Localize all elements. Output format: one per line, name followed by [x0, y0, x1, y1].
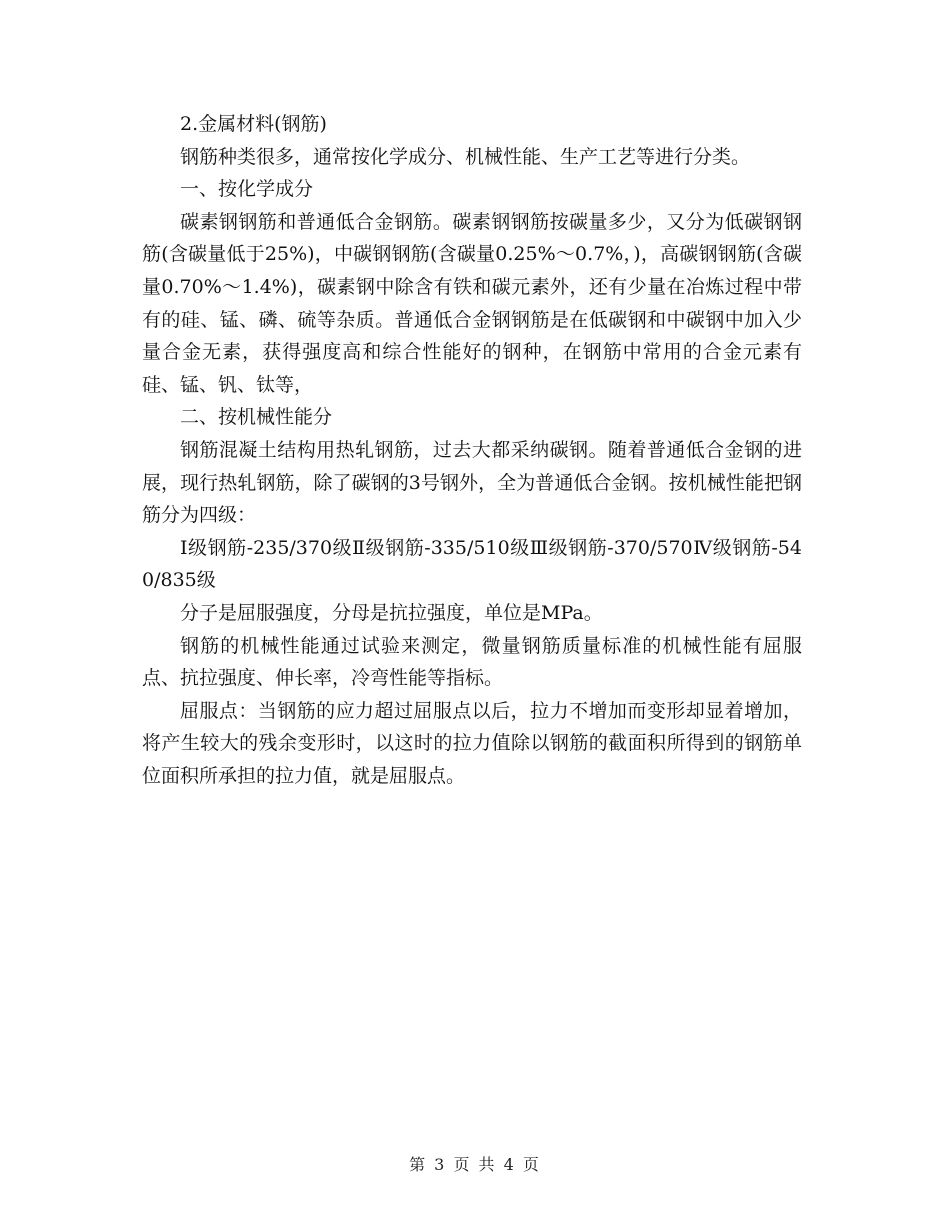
paragraph-rebar-classification: 钢筋种类很多，通常按化学成分、机械性能、生产工艺等进行分类。	[180, 145, 751, 168]
section-heading-metal-materials: 2.金属材料(钢筋)	[180, 113, 327, 135]
document-body	[142, 108, 802, 792]
paragraph-yield-point: 屈服点：当钢筋的应力超过屈服点以后，拉力不增加而变形却显着增加，将产生较大的残余变形时，以这时的拉力值除以钢筋的截面积所得到的钢筋单位面积所承担的拉力值，就是屈服点。	[142, 699, 802, 787]
paragraph-mechanical-testing: 钢筋的机械性能通过试验来测定，微量钢筋质量标准的机械性能有屈服点、抗拉强度、伸长率，冷弯性能等指标。	[142, 634, 802, 690]
paragraph-rebar-grades: Ⅰ级钢筋-235/370级Ⅱ级钢筋-335/510级Ⅲ级钢筋-370/570Ⅳ级钢筋-540/835级	[142, 536, 802, 592]
page-number-footer: 第 3 页 共 4 页	[409, 1155, 541, 1174]
subheading-mechanical-properties: 二、按机械性能分	[180, 406, 333, 429]
subheading-chemical-composition: 一、按化学成分	[180, 178, 314, 201]
paragraph-carbon-steel: 碳素钢钢筋和普通低合金钢筋。碳素钢钢筋按碳量多少，又分为低碳钢钢筋(含碳量低于25%)，中碳钢钢筋(含碳量0.25%～0.7%，)，高碳钢钢筋(含碳量0.70%～1.4%)，碳素钢中除含有铁和碳元素外，还有少量在冶炼过程中带有的硅、锰、磷、硫等杂质。普通低合金钢钢筋是在低碳钢和中碳钢中加入少量合金无素，获得强度高和综合性能好的钢种，在钢筋中常用的合金元素有硅、锰、钒、钛等，	[142, 210, 802, 396]
paragraph-hot-rolled-rebar: 钢筋混凝土结构用热轧钢筋，过去大都采纳碳钢。随着普通低合金钢的进展，现行热轧钢筋，除了碳钢的3号钢外，全为普通低合金钢。按机械性能把钢筋分为四级：	[142, 438, 802, 527]
paragraph-strength-units: 分子是屈服强度，分母是抗拉强度，单位是MPa。	[180, 601, 603, 624]
